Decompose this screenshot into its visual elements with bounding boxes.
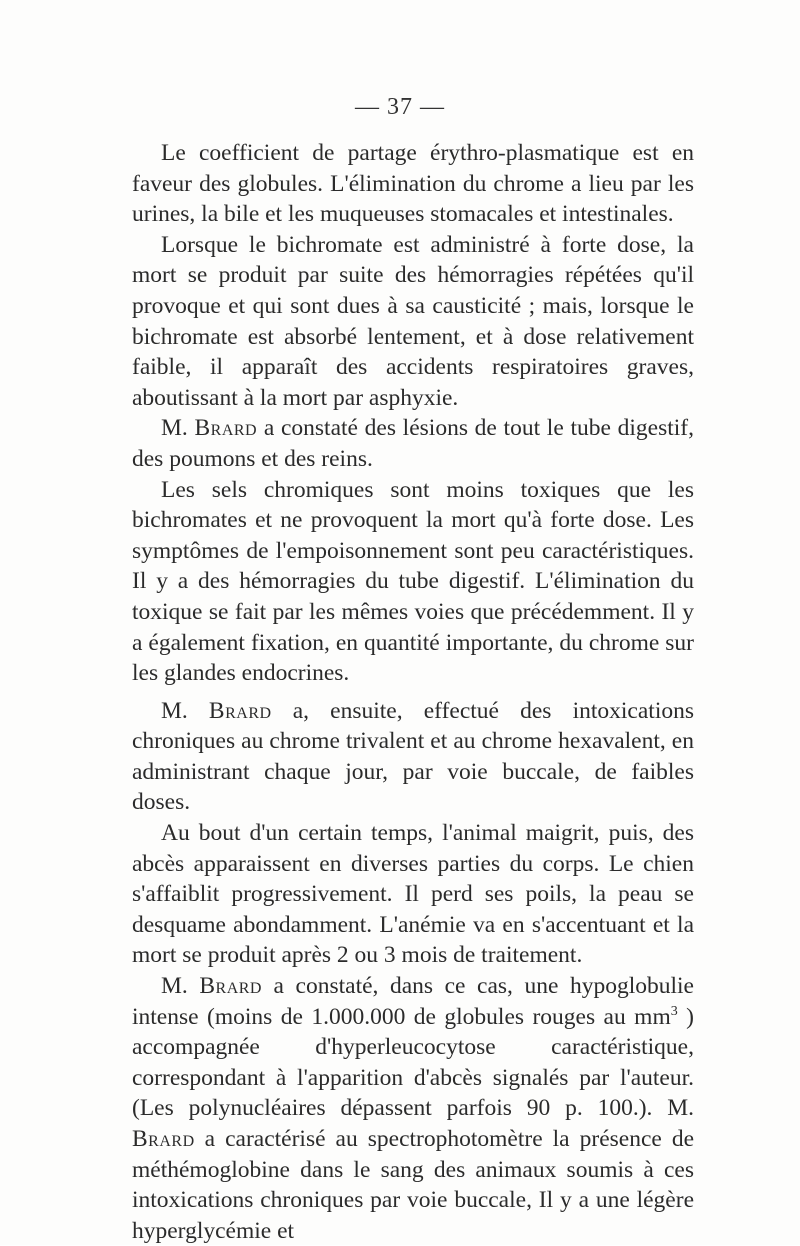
- author-name: Brard: [132, 1126, 195, 1152]
- paragraph-bichromate-dose: [132, 230, 694, 414]
- paragraph-text: M.: [161, 415, 195, 442]
- paragraph-hypoglobulie: [132, 971, 694, 1246]
- paragraph-animal-symptoms: [132, 818, 694, 971]
- paragraph-text: Au bout d'un certain temps, l'animal maigrit, puis, des abcès apparaissent en diverses parties du corps. Le chien s'affaiblit progressivement. Il perd ses poils, la peau se desquame abondamment. L'anémie va en s'accentuant et la mort se produit après 2 ou 3 mois de traitement.: [132, 820, 694, 969]
- page-number: — 37 —: [355, 94, 445, 120]
- paragraph-text: ) accompagnée d'hyperleucocytose caractéristique, correspondant à l'apparition d'abcès signalés par l'auteur. (Les polynucléaires dépassent parfois 90 p. 100.). M.: [132, 1003, 694, 1122]
- paragraph-text: M.: [161, 973, 200, 1000]
- author-name: Brard: [199, 973, 262, 1000]
- superscript-exponent: 3: [670, 1003, 678, 1019]
- paragraph-text: Les sels chromiques sont moins toxiques que les bichromates et ne provoquent la mort qu'à forte dose. Les symptômes de l'empoisonnement sont peu caractéristiques. Il y a des hémorragies du tube digestif. L'élimination du toxique se fait par les mêmes voies que précédemment. Il y a également fixation, en quantité importante, du chrome sur les glandes endocrines.: [132, 476, 694, 687]
- paragraph-chrome-elimination: [132, 138, 694, 230]
- body-text: [132, 138, 694, 1246]
- paragraph-text: a constaté, dans ce cas, une hypoglobulie intense (moins de 1.000.000 de globules rouges au mm: [132, 973, 694, 1030]
- paragraph-chronic-intoxications: [132, 696, 694, 818]
- paragraph-text: a, ensuite, effectué des intoxications chroniques au chrome trivalent et au chrome hexavalent, en administrant chaque jour, par voie buccale, de faibles doses.: [132, 697, 694, 816]
- paragraph-text: M.: [161, 697, 209, 724]
- paragraph-text: Lorsque le bichromate est administré à forte dose, la mort se produit par suite des hémorragies répétées qu'il provoque et qui sont dues à sa causticité ; mais, lorsque le bichromate est absorbé lentement, et à dose relativement faible, il apparaît des accidents respiratoires graves, aboutissant à la mort par asphyxie.: [132, 231, 694, 411]
- paragraph-text: a constaté des lésions de tout le tube digestif, des poumons et des reins.: [132, 415, 694, 472]
- paragraph-chromic-salts: [132, 475, 694, 689]
- author-name: Brard: [194, 415, 258, 442]
- paragraph-text: Le coefficient de partage érythro-plasmatique est en faveur des globules. L'élimination du chrome a lieu par les urines, la bile et les muqueuses stomacales et intestinales.: [132, 140, 694, 228]
- author-name: Brard: [208, 697, 272, 724]
- paragraph-brard-lesions: [132, 413, 694, 474]
- paragraph-text: a caractérisé au spectrophotomètre la présence de méthémoglobine dans le sang des animaux soumis à ces intoxications chroniques par voie buccale, Il y a une légère hyperglycémie et: [132, 1126, 694, 1244]
